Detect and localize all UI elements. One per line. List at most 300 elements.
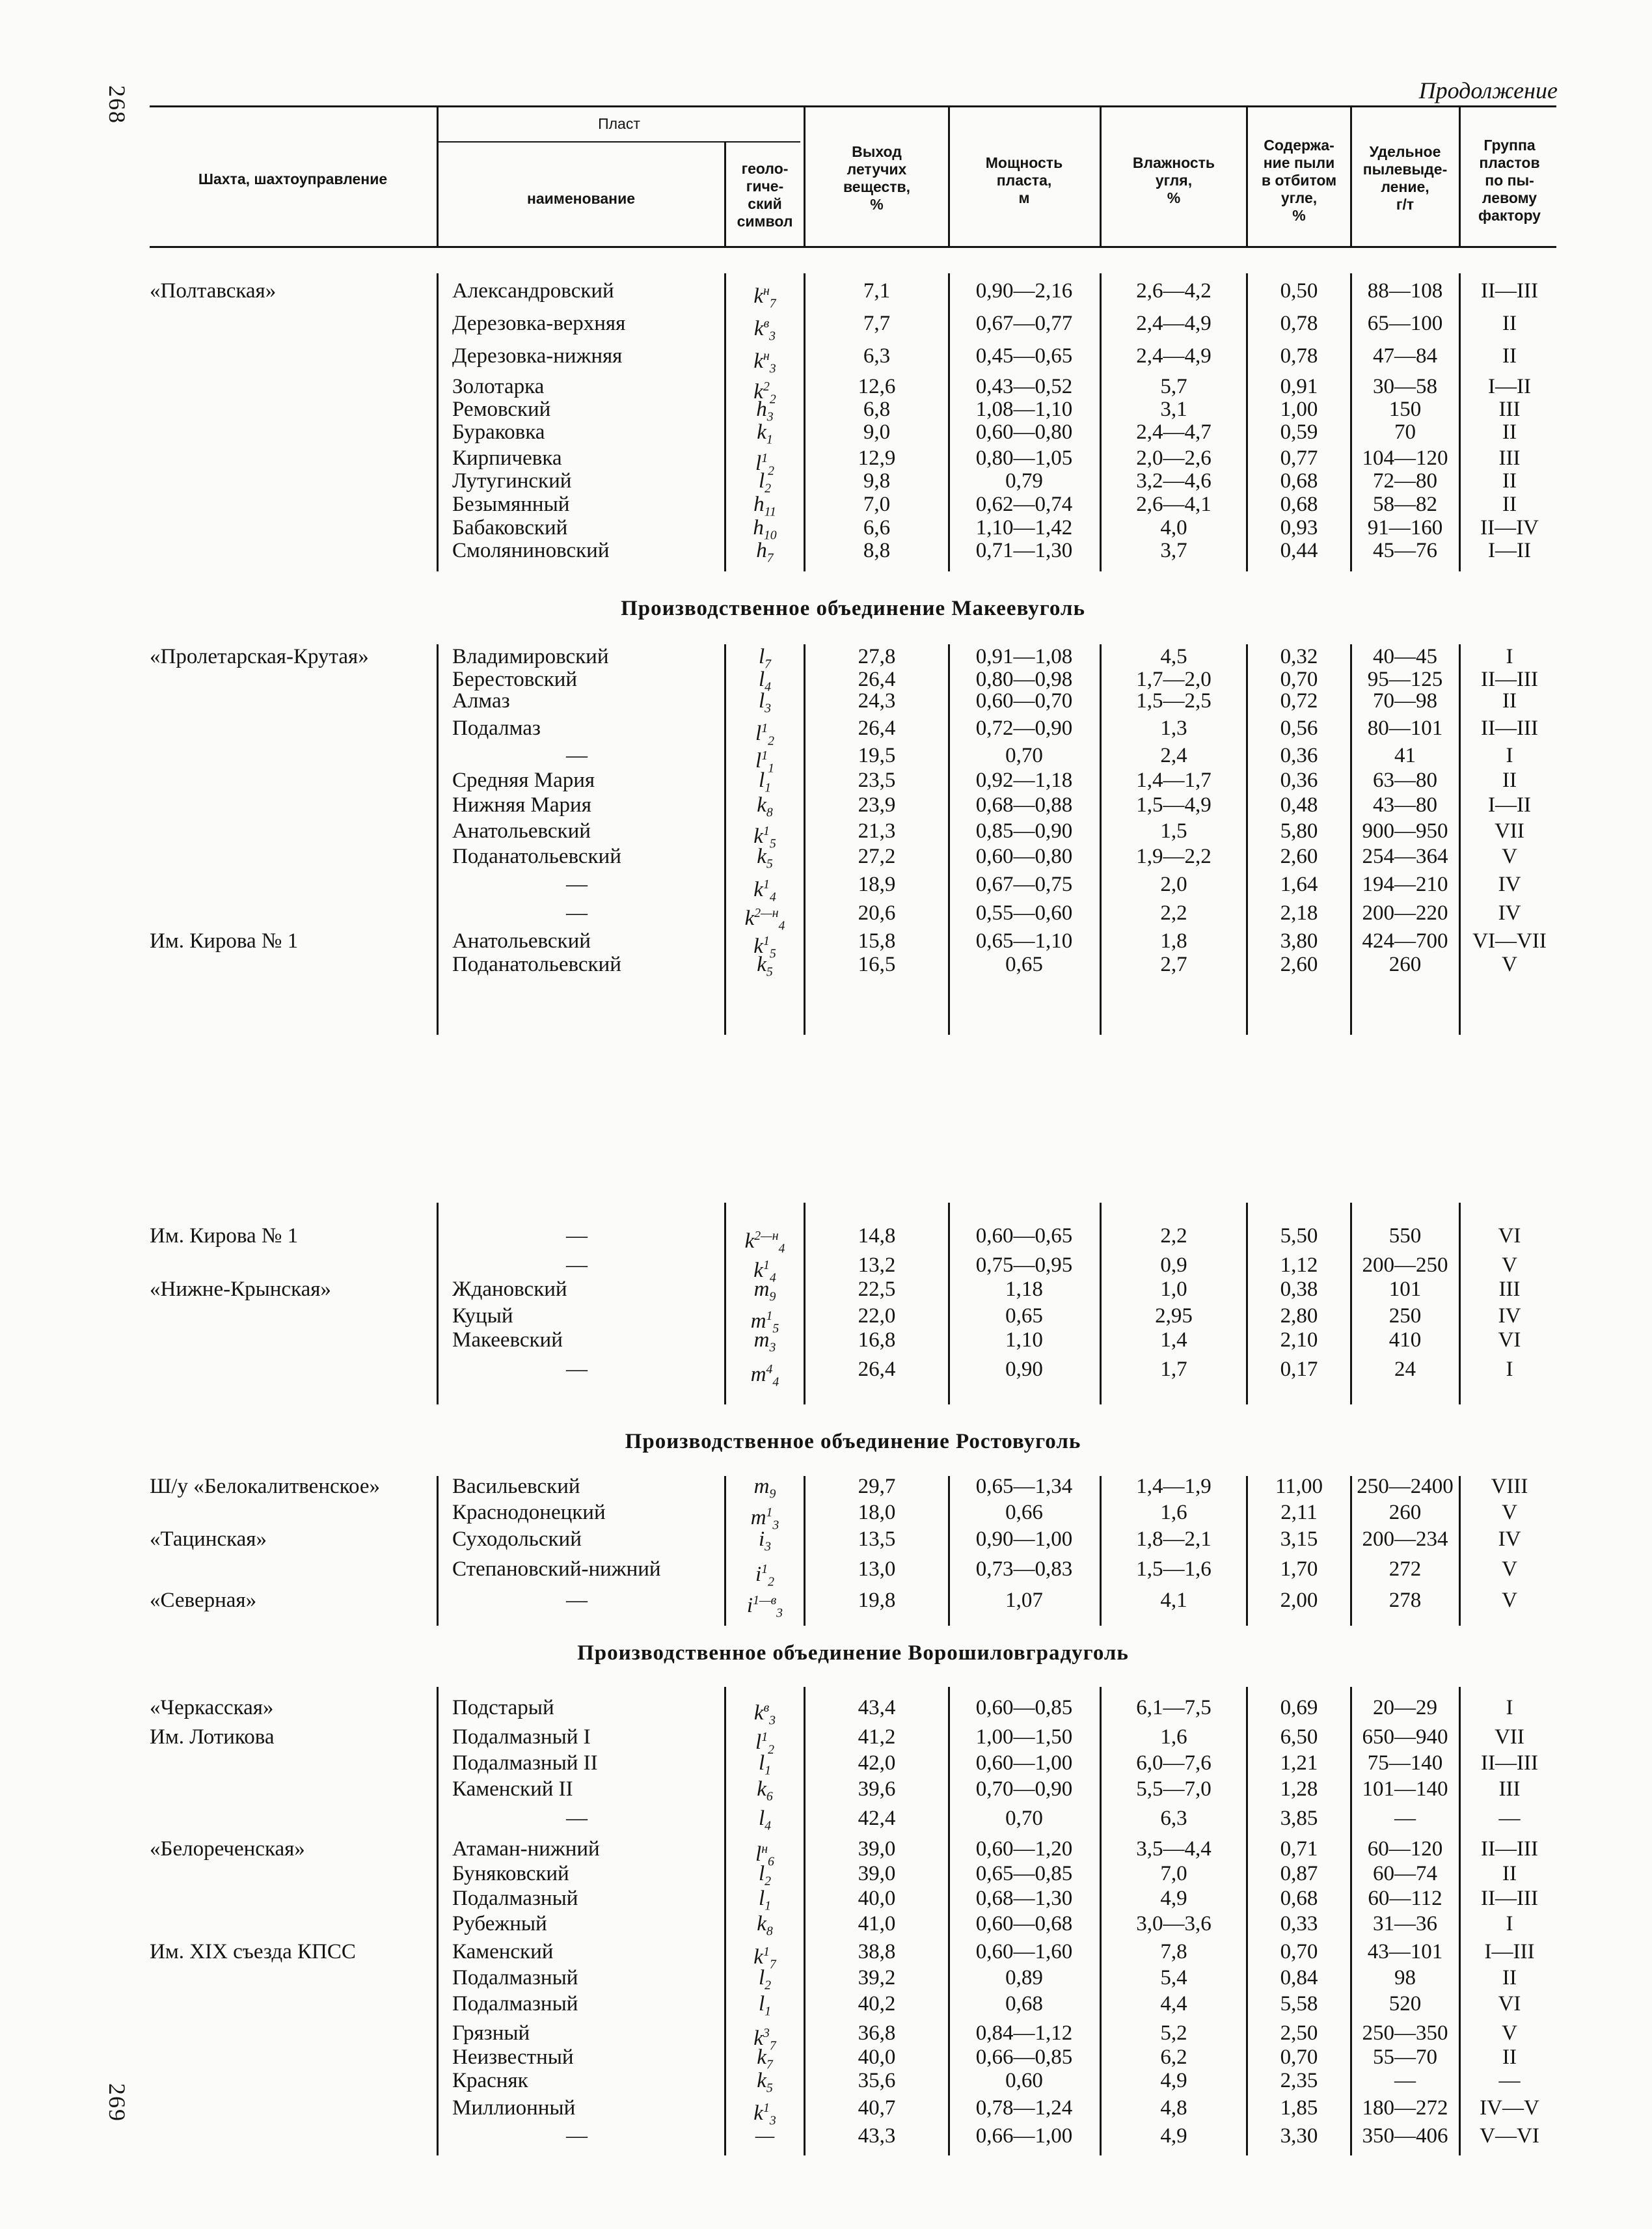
specific-dust-cell: 650—940 <box>1362 1725 1448 1749</box>
table-row <box>0 1474 1652 1499</box>
specific-dust-cell: 254—364 <box>1362 845 1448 868</box>
geo-symbol-letter: k <box>753 284 763 308</box>
specific-dust-cell: 260 <box>1388 953 1422 976</box>
header-seam-name: наименование <box>526 190 636 207</box>
geo-symbol-letter: m <box>753 1475 770 1498</box>
thickness-cell: 0,43—0,52 <box>975 375 1073 398</box>
geo-symbol-subscript: 1 <box>766 432 773 447</box>
header-specific-dust: Удельное пылевыде- ление, г/т <box>1362 143 1448 213</box>
geo-symbol-letter: k <box>757 845 766 868</box>
specific-dust-cell: 194—210 <box>1362 873 1448 896</box>
humidity-cell: 7,8 <box>1160 1940 1187 1963</box>
seam-name-cell: Берестовский <box>452 668 578 691</box>
section-title: Производственное объединение Ростовуголь <box>625 1430 1081 1453</box>
thickness-cell: 0,70—0,90 <box>975 1777 1073 1801</box>
thickness-cell: 0,72—0,90 <box>975 717 1073 740</box>
seam-name-cell: Александровский <box>452 279 614 303</box>
volatiles-cell: 19,5 <box>858 744 896 767</box>
geo-symbol-cell <box>727 952 802 985</box>
dust-content-cell: 1,28 <box>1280 1777 1318 1801</box>
geo-symbol-superscript: 2—н <box>754 906 779 920</box>
group-cell: I—II <box>1488 539 1531 562</box>
thickness-cell: 0,65—1,10 <box>975 929 1073 953</box>
dust-content-cell: 0,68 <box>1280 493 1318 516</box>
thickness-cell: 0,71—1,30 <box>975 539 1073 562</box>
thickness-cell: 0,65—0,85 <box>975 1862 1073 1885</box>
specific-dust-cell: — <box>1394 2069 1416 2092</box>
group-cell: V <box>1502 953 1517 976</box>
volatiles-cell: 21,3 <box>858 819 896 843</box>
humidity-cell: 1,9—2,2 <box>1136 845 1212 868</box>
geo-symbol-subscript: 2 <box>768 1742 774 1757</box>
table-row <box>0 689 1652 716</box>
hdr-col-line <box>1100 107 1102 246</box>
dust-content-cell: 0,69 <box>1280 1696 1318 1719</box>
humidity-cell: 4,9 <box>1160 2124 1187 2148</box>
group-cell: VII <box>1495 1725 1524 1749</box>
seam-name-cell: Подалмазный <box>452 1887 578 1910</box>
mine-cell: Им. XIX съезда КПСС <box>150 1940 356 1963</box>
specific-dust-cell: 24 <box>1394 1358 1416 1381</box>
specific-dust-cell: 101 <box>1388 1278 1422 1301</box>
specific-dust-cell: 60—112 <box>1368 1887 1442 1910</box>
seam-name-cell: Анатольевский <box>452 819 591 843</box>
dust-content-cell: 0,38 <box>1280 1278 1318 1301</box>
volatiles-cell: 38,8 <box>858 1940 896 1963</box>
specific-dust-cell: 150 <box>1388 398 1422 421</box>
table-row <box>0 768 1652 793</box>
geo-symbol-letter: h <box>756 398 767 421</box>
geo-symbol-subscript: 4 <box>778 918 785 933</box>
seam-name-cell: Бабаковский <box>452 516 568 540</box>
seam-name-cell: Каменский <box>452 1940 554 1963</box>
humidity-cell: 1,8—2,1 <box>1136 1527 1212 1551</box>
dust-content-cell: 0,78 <box>1280 312 1318 335</box>
humidity-cell: 5,2 <box>1160 2021 1187 2045</box>
seam-name-cell: Ремовский <box>452 398 551 421</box>
volatiles-cell: 27,8 <box>858 645 896 668</box>
seam-name-cell: Подалмазный <box>452 1966 578 1990</box>
group-cell: V <box>1502 2021 1517 2045</box>
dust-content-cell: 6,50 <box>1280 1725 1318 1749</box>
group-cell: II—III <box>1481 1751 1538 1775</box>
geo-symbol-letter: k <box>757 2069 766 2092</box>
geo-symbol-letter: k <box>753 1259 763 1282</box>
group-cell: I—II <box>1488 375 1531 398</box>
geo-symbol-subscript: 2 <box>765 1978 772 1993</box>
geo-symbol-cell <box>727 1527 802 1559</box>
geo-symbol-subscript: 7 <box>765 657 772 672</box>
group-cell: II <box>1502 493 1517 516</box>
geo-symbol-letter: l <box>755 722 762 745</box>
continuation-label: Продолжение <box>1418 77 1558 103</box>
specific-dust-cell: 350—406 <box>1362 2124 1448 2148</box>
thickness-cell: 0,60—0,68 <box>975 1912 1073 1935</box>
dust-content-cell: 2,10 <box>1280 1328 1318 1352</box>
volatiles-cell: 40,0 <box>858 2045 896 2069</box>
volatiles-cell: 24,3 <box>858 689 896 713</box>
geo-symbol-letter: k <box>753 935 763 958</box>
humidity-cell: 6,2 <box>1160 2045 1187 2069</box>
specific-dust-cell: 75—140 <box>1367 1751 1443 1775</box>
seam-name-cell: Подалмазный I <box>452 1725 591 1749</box>
specific-dust-cell: 424—700 <box>1362 929 1448 953</box>
seam-name-cell: Макеевский <box>452 1328 563 1352</box>
geo-symbol-subscript: 8 <box>766 1924 773 1939</box>
seam-name-cell: Степановский-нижний <box>452 1557 661 1581</box>
table-row <box>0 1725 1652 1757</box>
geo-symbol-subscript: 2 <box>768 463 774 478</box>
dust-content-cell: 2,35 <box>1280 2069 1318 2092</box>
group-cell: I <box>1506 1912 1513 1935</box>
header-thickness: Мощность пласта, м <box>985 154 1063 206</box>
geo-symbol-subscript: 7 <box>766 2057 773 2072</box>
geo-symbol-letter: m <box>753 1278 770 1301</box>
geo-symbol-superscript: в <box>763 1701 770 1715</box>
geo-symbol-subscript: 1 <box>765 1763 772 1778</box>
group-cell: I—III <box>1484 1940 1535 1963</box>
humidity-cell: 2,4—4,9 <box>1136 312 1212 335</box>
humidity-cell: 1,5 <box>1160 819 1187 843</box>
group-cell: II—III <box>1481 717 1538 740</box>
seam-name-cell: Подстарый <box>452 1696 554 1719</box>
humidity-cell: 2,4—4,9 <box>1136 344 1212 368</box>
humidity-cell: 1,5—1,6 <box>1136 1557 1212 1581</box>
hdr-col-line <box>724 143 726 246</box>
volatiles-cell: 23,5 <box>858 769 896 792</box>
thickness-cell: 0,62—0,74 <box>975 493 1073 516</box>
table-row <box>0 844 1652 869</box>
thickness-cell: 1,00—1,50 <box>975 1725 1073 1749</box>
group-cell: II—III <box>1481 279 1538 303</box>
humidity-cell: 1,8 <box>1160 929 1187 953</box>
seam-name-cell: Ждановский <box>452 1278 567 1301</box>
page-number-bottom: 269 <box>104 2083 130 2122</box>
thickness-cell: 0,80—0,98 <box>975 668 1073 691</box>
geo-symbol-cell <box>727 1777 802 1809</box>
group-cell: VI <box>1498 1328 1521 1352</box>
group-cell: IV <box>1498 1304 1521 1328</box>
thickness-cell: 0,65 <box>1005 953 1043 976</box>
geo-symbol-cell <box>727 1806 802 1839</box>
specific-dust-cell: 41 <box>1394 744 1416 767</box>
volatiles-cell: 22,0 <box>858 1304 896 1328</box>
hdr-col-line <box>804 107 806 246</box>
table-row <box>0 1695 1652 1728</box>
table-row <box>0 793 1652 820</box>
geo-symbol-subscript: 2 <box>765 481 772 496</box>
seam-name-cell: — <box>566 1807 588 1830</box>
geo-symbol-cell <box>727 311 802 349</box>
table-row <box>0 1224 1652 1256</box>
humidity-cell: 4,8 <box>1160 2096 1187 2120</box>
geo-symbol-letter: l <box>758 645 765 668</box>
seam-name-cell: Грязный <box>452 2021 530 2045</box>
volatiles-cell: 39,2 <box>858 1966 896 1990</box>
geo-symbol-letter: k <box>757 2045 766 2069</box>
geo-symbol-subscript: 8 <box>766 805 773 820</box>
geo-symbol-superscript: 1 <box>761 721 768 735</box>
table-row <box>0 538 1652 566</box>
specific-dust-cell: 260 <box>1388 1501 1422 1524</box>
dust-content-cell: 3,30 <box>1280 2124 1318 2148</box>
dust-content-cell: 0,48 <box>1280 793 1318 817</box>
geo-symbol-letter: l <box>758 1807 765 1830</box>
group-cell: IV <box>1498 873 1521 896</box>
thickness-cell: 0,70 <box>1005 1807 1043 1830</box>
volatiles-cell: 29,7 <box>858 1475 896 1498</box>
geo-symbol-letter: k <box>753 2027 763 2050</box>
humidity-cell: 2,2 <box>1160 901 1187 925</box>
volatiles-cell: 40,2 <box>858 1992 896 2016</box>
specific-dust-cell: 31—36 <box>1373 1912 1437 1935</box>
humidity-cell: 1,6 <box>1160 1501 1187 1524</box>
dust-content-cell: 11,00 <box>1275 1475 1323 1498</box>
geo-symbol-superscript: 1 <box>763 2101 770 2115</box>
volatiles-cell: 22,5 <box>858 1278 896 1301</box>
volatiles-cell: 14,8 <box>858 1224 896 1248</box>
seam-name-cell: Васильевский <box>452 1475 580 1498</box>
geo-symbol-subscript: 4 <box>778 1241 785 1256</box>
humidity-cell: 2,95 <box>1155 1304 1193 1328</box>
geo-symbol-letter: l <box>755 1730 762 1754</box>
group-cell: VI <box>1498 1992 1521 2016</box>
table-row <box>0 1500 1652 1533</box>
humidity-cell: 4,9 <box>1160 1887 1187 1910</box>
humidity-cell: 1,6 <box>1160 1725 1187 1749</box>
geo-symbol-letter: l <box>758 1992 765 2016</box>
group-cell: VI—VII <box>1472 929 1547 953</box>
volatiles-cell: 43,3 <box>858 2124 896 2148</box>
volatiles-cell: 19,8 <box>858 1589 896 1612</box>
humidity-cell: 2,0 <box>1160 873 1187 896</box>
geo-symbol-letter: h <box>753 516 764 540</box>
table-row <box>0 515 1652 543</box>
seam-name-cell: — <box>566 744 588 767</box>
group-cell: VIII <box>1491 1475 1528 1498</box>
specific-dust-cell: 60—74 <box>1373 1862 1437 1885</box>
table-row <box>0 344 1652 376</box>
geo-symbol-letter: l <box>758 1862 765 1885</box>
geo-symbol-letter: l <box>758 689 765 713</box>
volatiles-cell: 41,2 <box>858 1725 896 1749</box>
specific-dust-cell: 200—220 <box>1362 901 1448 925</box>
specific-dust-cell: 278 <box>1388 1589 1422 1612</box>
specific-dust-cell: 45—76 <box>1373 539 1437 562</box>
specific-dust-cell: 40—45 <box>1373 645 1437 668</box>
table-row <box>0 2021 1652 2053</box>
dust-content-cell: 2,60 <box>1280 845 1318 868</box>
humidity-cell: 3,1 <box>1160 398 1187 421</box>
volatiles-cell: 26,4 <box>858 717 896 740</box>
thickness-cell: 1,08—1,10 <box>975 398 1073 421</box>
dust-content-cell: 2,60 <box>1280 953 1318 976</box>
volatiles-cell: 9,0 <box>863 420 891 444</box>
seam-name-cell: Лутугинский <box>452 469 572 493</box>
header-humidity: Влажность угля, % <box>1132 154 1215 206</box>
geo-symbol-subscript: 4 <box>769 890 776 905</box>
table-row <box>0 2068 1652 2096</box>
volatiles-cell: 16,5 <box>858 953 896 976</box>
table-row <box>0 819 1652 851</box>
volatiles-cell: 7,1 <box>863 279 891 303</box>
humidity-cell: 4,0 <box>1160 516 1187 540</box>
dust-content-cell: 0,33 <box>1280 1912 1318 1935</box>
table-row <box>0 1991 1652 2019</box>
table-row <box>0 1357 1652 1389</box>
seam-name-cell: Красняк <box>452 2069 528 2092</box>
humidity-cell: 5,5—7,0 <box>1136 1777 1212 1801</box>
geo-symbol-letter: k <box>757 420 766 444</box>
seam-name-cell: — <box>566 1589 588 1612</box>
specific-dust-cell: 272 <box>1388 1557 1422 1581</box>
geo-symbol-superscript: 1 <box>761 451 768 465</box>
specific-dust-cell: 80—101 <box>1367 717 1443 740</box>
table-row <box>0 2096 1652 2128</box>
seam-name-cell: Золотарка <box>452 375 545 398</box>
seam-name-cell: Куцый <box>452 1304 513 1328</box>
geo-symbol-letter: l <box>758 1751 765 1775</box>
group-cell: III <box>1498 1278 1521 1301</box>
geo-symbol-subscript: 4 <box>765 679 772 694</box>
dust-content-cell: 0,72 <box>1280 689 1318 713</box>
geo-symbol-letter: l <box>755 749 762 773</box>
geo-symbol-subscript: 2 <box>768 733 774 748</box>
mine-cell: Ш/у «Белокалитвенское» <box>150 1475 381 1498</box>
geo-symbol-superscript: 1 <box>761 748 768 763</box>
geo-symbol-superscript: 1 <box>763 824 770 838</box>
mine-cell: Им. Кирова № 1 <box>150 1224 299 1248</box>
geo-symbol-subscript: 5 <box>766 856 773 871</box>
geo-symbol-superscript: 1 <box>763 934 770 948</box>
table-row <box>0 1965 1652 1993</box>
geo-symbol-letter: h <box>753 493 765 516</box>
group-cell: II <box>1502 344 1517 368</box>
humidity-cell: 3,0—3,6 <box>1136 1912 1212 1935</box>
humidity-cell: 1,7 <box>1160 1358 1187 1381</box>
specific-dust-cell: 180—272 <box>1362 2096 1448 2120</box>
humidity-cell: 6,3 <box>1160 1807 1187 1830</box>
thickness-cell: 0,70 <box>1005 744 1043 767</box>
thickness-cell: 0,60—1,20 <box>975 1837 1073 1861</box>
humidity-cell: 2,4 <box>1160 744 1187 767</box>
dust-content-cell: 0,36 <box>1280 769 1318 792</box>
dust-content-cell: 0,36 <box>1280 744 1318 767</box>
table-row <box>0 311 1652 344</box>
dust-content-cell: 0,56 <box>1280 717 1318 740</box>
dust-content-cell: 0,70 <box>1280 2045 1318 2069</box>
seam-name-cell: Буняковский <box>452 1862 569 1885</box>
seam-name-cell: Владимировский <box>452 645 609 668</box>
table-row <box>0 469 1652 496</box>
geo-symbol-subscript: 3 <box>765 701 772 716</box>
specific-dust-cell: 91—160 <box>1367 516 1443 540</box>
specific-dust-cell: 30—58 <box>1373 375 1437 398</box>
dust-content-cell: 3,15 <box>1280 1527 1318 1551</box>
geo-symbol-subscript: 7 <box>769 296 776 311</box>
specific-dust-cell: 250—350 <box>1362 2021 1448 2045</box>
seam-name-cell: Каменский II <box>452 1777 573 1801</box>
dust-content-cell: 0,68 <box>1280 1887 1318 1910</box>
dust-content-cell: 1,21 <box>1280 1751 1318 1775</box>
thickness-cell: 0,91—1,08 <box>975 645 1073 668</box>
volatiles-cell: 39,0 <box>858 1837 896 1861</box>
table-row <box>0 446 1652 478</box>
thickness-cell: 0,60—0,70 <box>975 689 1073 713</box>
table-row <box>0 1911 1652 1939</box>
volatiles-cell: 39,6 <box>858 1777 896 1801</box>
thickness-cell: 0,85—0,90 <box>975 819 1073 843</box>
geo-symbol-letter: i <box>758 1527 765 1551</box>
table-row <box>0 1588 1652 1620</box>
geo-symbol-subscript: 7 <box>769 2038 776 2053</box>
dust-content-cell: 3,85 <box>1280 1807 1318 1830</box>
thickness-cell: 0,60 <box>1005 2069 1043 2092</box>
humidity-cell: 1,3 <box>1160 717 1187 740</box>
geo-symbol-superscript: н <box>763 349 770 363</box>
humidity-cell: 1,4 <box>1160 1328 1187 1352</box>
volatiles-cell: 16,8 <box>858 1328 896 1352</box>
seam-name-cell: Краснодонецкий <box>452 1501 606 1524</box>
mine-cell: «Пролетарская-Крутая» <box>150 645 369 668</box>
group-cell: — <box>1498 2069 1521 2092</box>
specific-dust-cell: 43—80 <box>1373 793 1437 817</box>
geo-symbol-letter: k <box>753 1701 764 1725</box>
seam-name-cell: Нижняя Мария <box>452 793 591 817</box>
specific-dust-cell: 250—2400 <box>1357 1475 1454 1498</box>
seam-name-cell: Подалмазный <box>452 1992 578 2016</box>
humidity-cell: 4,1 <box>1160 1589 1187 1612</box>
thickness-cell: 1,18 <box>1005 1278 1043 1301</box>
geo-symbol-letter: k <box>744 907 755 930</box>
geo-symbol-subscript: 10 <box>763 528 777 543</box>
dust-content-cell: 0,68 <box>1280 469 1318 493</box>
thickness-cell: 0,84—1,12 <box>975 2021 1073 2045</box>
geo-symbol-letter: k <box>753 2101 763 2125</box>
geo-symbol-superscript: 2 <box>763 379 770 394</box>
thickness-cell: 0,60—0,80 <box>975 420 1073 444</box>
geo-symbol-subscript: 7 <box>769 1957 776 1972</box>
volatiles-cell: 13,0 <box>858 1557 896 1581</box>
dust-content-cell: 1,12 <box>1280 1253 1318 1277</box>
group-cell: II—III <box>1481 1837 1538 1861</box>
specific-dust-cell: 60—120 <box>1367 1837 1443 1861</box>
table-row <box>0 1837 1652 1869</box>
dust-content-cell: 0,17 <box>1280 1358 1318 1381</box>
humidity-cell: 1,7—2,0 <box>1136 668 1212 691</box>
humidity-cell: 5,4 <box>1160 1966 1187 1990</box>
geo-symbol-subscript: 2 <box>769 392 776 407</box>
dust-content-cell: 0,71 <box>1280 1837 1318 1861</box>
thickness-cell: 0,65 <box>1005 1304 1043 1328</box>
seam-name-cell: Дерезовка-нижняя <box>452 344 623 368</box>
humidity-cell: 4,5 <box>1160 645 1187 668</box>
geo-symbol-superscript: н <box>761 1842 768 1856</box>
geo-symbol-cell <box>727 538 802 571</box>
group-cell: IV <box>1498 901 1521 925</box>
thickness-cell: 0,68—1,30 <box>975 1887 1073 1910</box>
geo-symbol-subscript: 2 <box>768 1574 774 1589</box>
geo-symbol-subscript: 3 <box>769 2113 776 2128</box>
table-row <box>0 1861 1652 1889</box>
volatiles-cell: 26,4 <box>858 668 896 691</box>
geo-symbol-subscript: 3 <box>769 329 776 344</box>
group-cell: V <box>1502 845 1517 868</box>
group-cell: V <box>1502 1589 1517 1612</box>
geo-symbol-superscript: 1—в <box>753 1593 777 1607</box>
dust-content-cell: 2,80 <box>1280 1304 1318 1328</box>
table-row <box>0 1939 1652 1972</box>
